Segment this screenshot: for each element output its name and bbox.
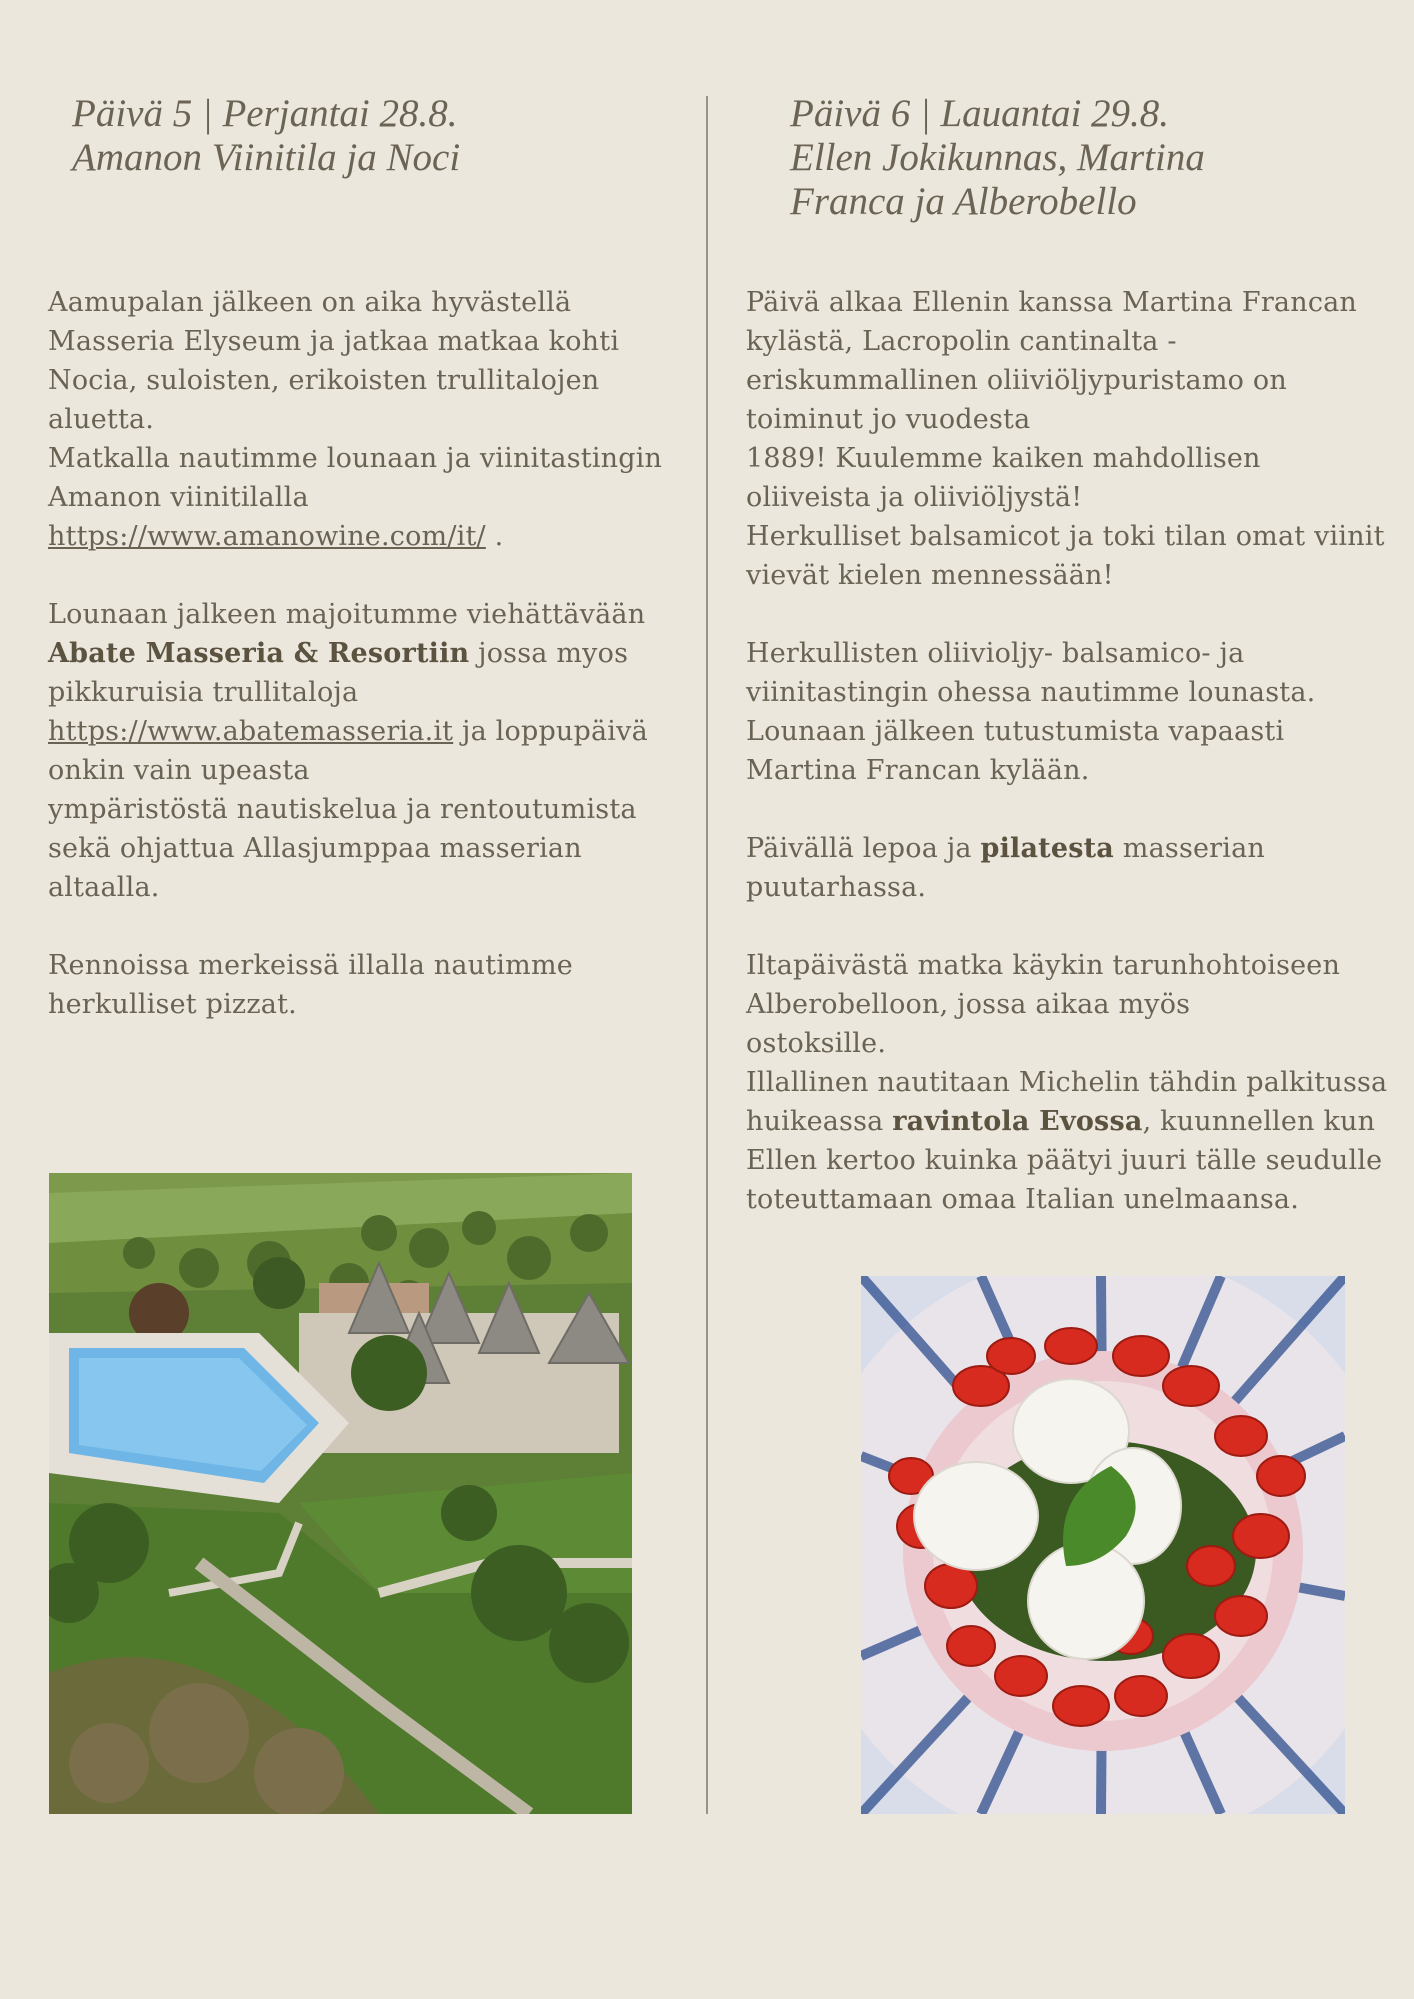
text-line: oliiveista ja oliiviöljystä! bbox=[746, 482, 1083, 513]
text-line: pikkuruisia trullitaloja bbox=[48, 677, 359, 708]
text-line bbox=[48, 712, 688, 751]
day6-paragraph-2 bbox=[746, 634, 1396, 790]
text-line: sekä ohjattua Allasjumppaa masserian bbox=[48, 833, 582, 864]
text-line: Herkulliset balsamicot ja toki tilan omat viinit bbox=[746, 521, 1385, 552]
text-line: Alberobelloon, jossa aikaa myös bbox=[746, 989, 1191, 1020]
day5-heading-line2: Amanon Viinitila ja Noci bbox=[72, 136, 461, 179]
column-divider bbox=[706, 96, 708, 1814]
day6-paragraph-3 bbox=[746, 829, 1396, 907]
text-fragment: huikeassa bbox=[746, 1106, 893, 1137]
restaurant-evo-highlight: ravintola Evossa bbox=[892, 1106, 1143, 1137]
pilates-highlight: pilatesta bbox=[980, 833, 1114, 864]
text-line: Illallinen nautitaan Michelin tähdin palkitussa bbox=[746, 1067, 1388, 1098]
text-fragment: masserian bbox=[1114, 833, 1266, 864]
day5-body bbox=[48, 283, 688, 1063]
text-line: kylästä, Lacropolin cantinalta - bbox=[746, 326, 1177, 357]
day6-body bbox=[746, 283, 1396, 1258]
text-line: Masseria Elyseum ja jatkaa matkaa kohti bbox=[48, 326, 620, 357]
text-line: viinitastingin ohessa nautimme lounasta. bbox=[746, 677, 1316, 708]
burrata-plate-photo bbox=[861, 1276, 1345, 1814]
abate-masseria-name: Abate Masseria & Resortiin bbox=[48, 638, 470, 669]
text-line: Amanon viinitilalla bbox=[48, 482, 309, 513]
text-line: ympäristöstä nautiskelua ja rentoutumista bbox=[48, 794, 637, 825]
text-fragment: Päivällä lepoa ja bbox=[746, 833, 981, 864]
text-line: aluetta. bbox=[48, 404, 155, 435]
day5-heading bbox=[72, 92, 460, 180]
abatemasseria-link[interactable]: https://www.abatemasseria.it bbox=[48, 716, 454, 747]
text-line: altaalla. bbox=[48, 872, 160, 903]
text-fragment: jossa myos bbox=[469, 638, 629, 669]
day5-heading-line1: Päivä 5 | Perjantai 28.8. bbox=[72, 92, 458, 135]
day6-heading-line1: Päivä 6 | Lauantai 29.8. bbox=[790, 92, 1170, 135]
text-line: herkulliset pizzat. bbox=[48, 989, 297, 1020]
amanowine-link[interactable]: https://www.amanowine.com/it/ bbox=[48, 521, 486, 552]
text-line: 1889! Kuulemme kaiken mahdollisen bbox=[746, 443, 1261, 474]
text-line: puutarhassa. bbox=[746, 872, 927, 903]
text-line: Rennoissa merkeissä illalla nautimme bbox=[48, 950, 573, 981]
day6-paragraph-4 bbox=[746, 946, 1396, 1219]
text-line: Nocia, suloisten, erikoisten trullitalojen bbox=[48, 365, 600, 396]
text-line: Päivä alkaa Ellenin kanssa Martina Francan bbox=[746, 287, 1358, 318]
text-line: eriskummallinen oliiviöljypuristamo on bbox=[746, 365, 1287, 396]
text-line: onkin vain upeasta bbox=[48, 755, 310, 786]
day5-paragraph-3 bbox=[48, 946, 688, 1024]
text-line: Aamupalan jälkeen on aika hyvästellä bbox=[48, 287, 572, 318]
text-line: ostoksille. bbox=[746, 1028, 887, 1059]
day5-paragraph-2 bbox=[48, 595, 688, 907]
text-line: Iltapäivästä matka käykin tarunhohtoiseen bbox=[746, 950, 1341, 981]
text-line: Lounaan jälkeen tutustumista vapaasti bbox=[746, 716, 1285, 747]
day6-heading-line2: Ellen Jokikunnas, Martina bbox=[790, 136, 1205, 179]
text-line bbox=[746, 829, 1396, 868]
day6-heading-line3: Franca ja Alberobello bbox=[790, 180, 1137, 223]
text-line: toteuttamaan omaa Italian unelmaansa. bbox=[746, 1184, 1299, 1215]
resort-aerial-photo bbox=[49, 1173, 632, 1814]
text-fragment: ja loppupäivä bbox=[453, 716, 648, 747]
day6-paragraph-1 bbox=[746, 283, 1396, 595]
text-line: Martina Francan kylään. bbox=[746, 755, 1090, 786]
day6-heading bbox=[790, 92, 1205, 224]
text-line bbox=[746, 1102, 1396, 1141]
text-line: vievät kielen mennessään! bbox=[746, 560, 1114, 591]
day5-paragraph-1 bbox=[48, 283, 688, 556]
text-line: Ellen kertoo kuinka päätyi juuri tälle seudulle bbox=[746, 1145, 1383, 1176]
text-line bbox=[48, 517, 688, 556]
text-line: Matkalla nautimme lounaan ja viinitastingin bbox=[48, 443, 663, 474]
text-line bbox=[48, 634, 688, 673]
text-line: Lounaan jalkeen majoitumme viehättävään bbox=[48, 599, 646, 630]
text-fragment: . bbox=[485, 521, 504, 552]
text-fragment: , kuunnellen kun bbox=[1142, 1106, 1376, 1137]
text-line: toiminut jo vuodesta bbox=[746, 404, 1031, 435]
text-line: Herkullisten oliivioljy- balsamico- ja bbox=[746, 638, 1245, 669]
